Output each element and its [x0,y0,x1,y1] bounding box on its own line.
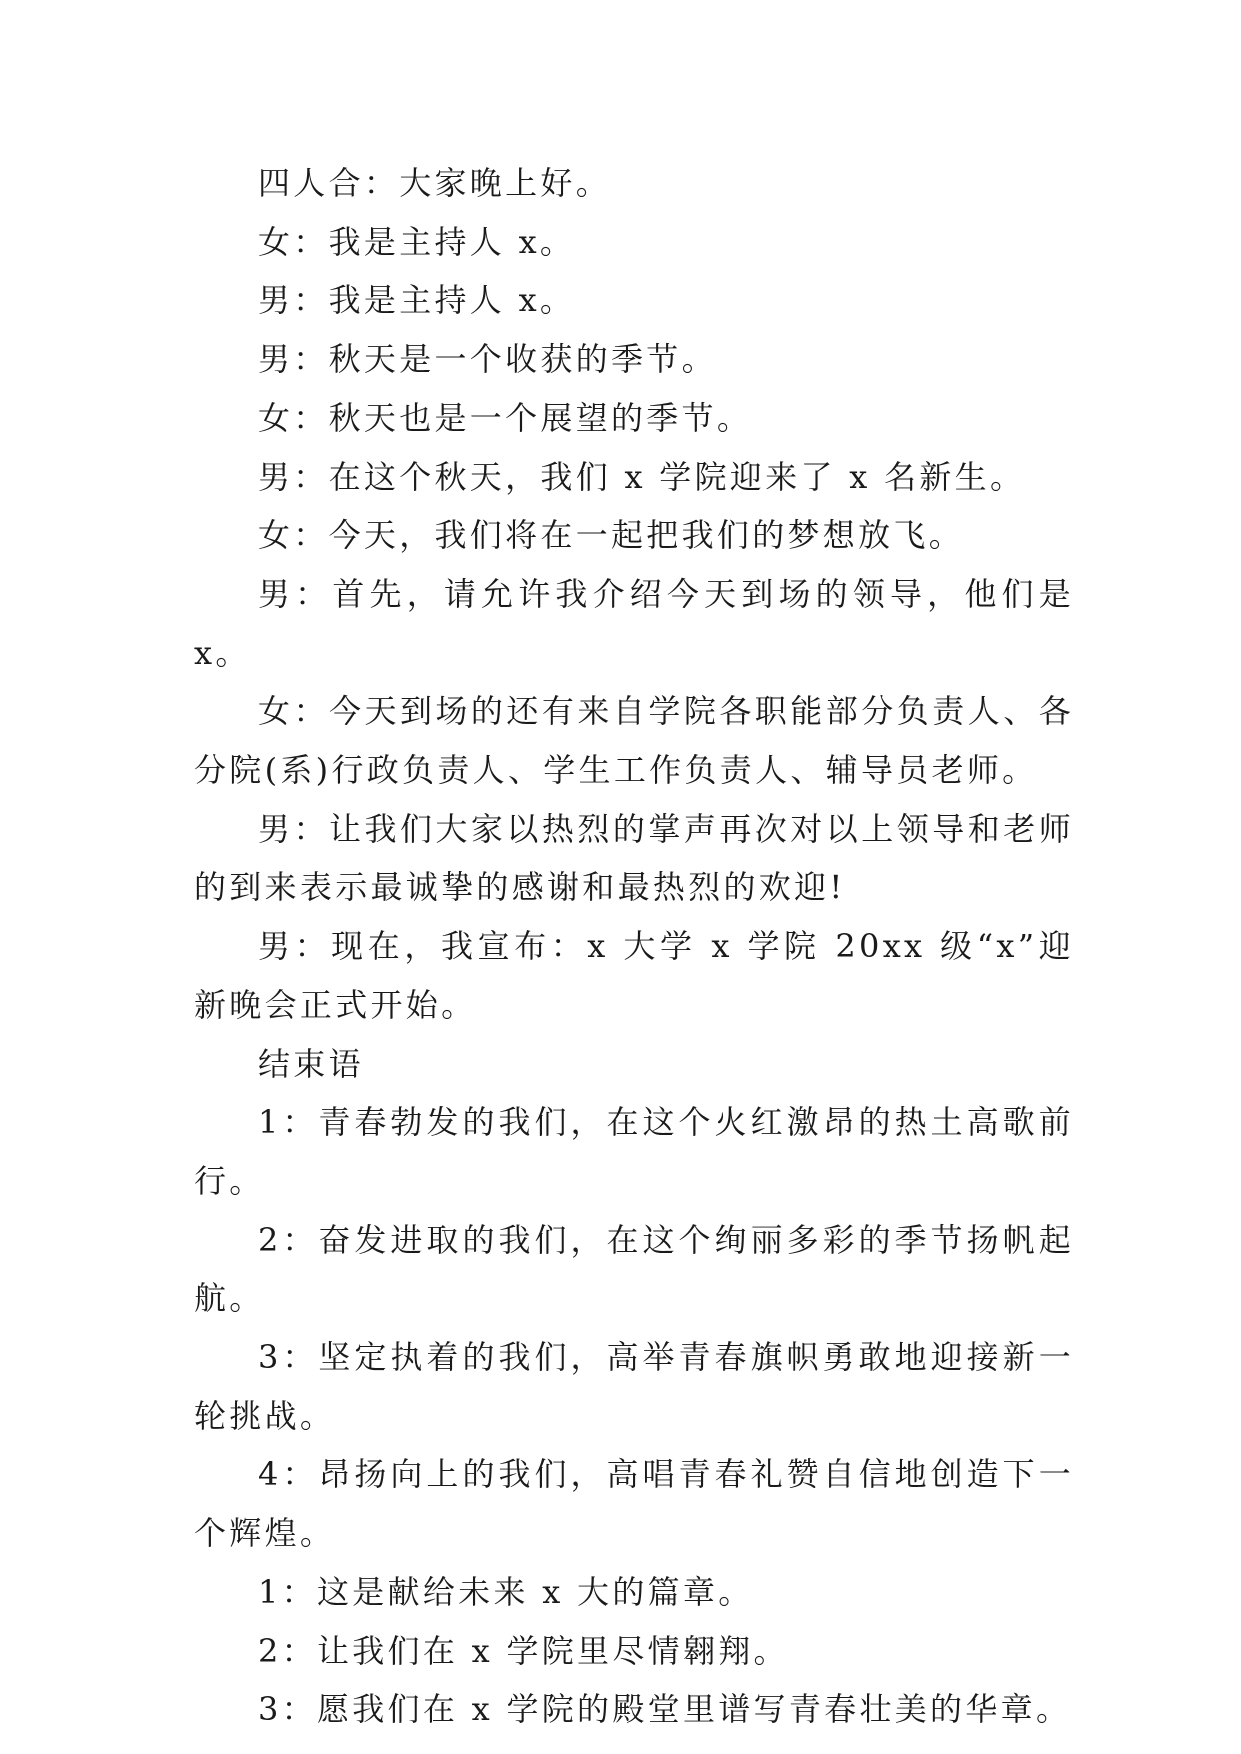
paragraph-19: 3：愿我们在 x 学院的殿堂里谱写青春壮美的华章。 [258,1690,1072,1729]
paragraph-14: 2：奋发进取的我们，在这个绚丽多彩的季节扬帆起航。 [194,1220,1074,1318]
paragraph-18: 2：让我们在 x 学院里尽情翱翔。 [258,1631,789,1670]
paragraph-13: 1：青春勃发的我们，在这个火红激昂的热土高歌前行。 [194,1103,1074,1200]
paragraph-15: 3：坚定执着的我们，高举青春旗帜勇敢地迎接新一轮挑战。 [194,1338,1074,1435]
document-body [194,154,1088,1739]
paragraph-3: 男：我是主持人 x。 [258,281,576,320]
paragraph-2: 女：我是主持人 x。 [258,222,576,261]
paragraph-1: 四人合：大家晚上好。 [258,164,612,202]
paragraph-9: 女：今天到场的还有来自学院各职能部分负责人、各分院(系)行政负责人、学生工作负责人、辅导员老师。 [194,692,1074,790]
paragraph-5: 女：秋天也是一个展望的季节。 [258,398,753,437]
paragraph-10: 男：让我们大家以热烈的掌声再次对以上领导和老师的到来表示最诚挚的感谢和最热烈的欢迎! [194,809,1074,907]
paragraph-8: 男：首先，请允许我介绍今天到场的领导，他们是 x。 [194,574,1088,672]
paragraph-4: 男：秋天是一个收获的季节。 [258,340,717,379]
section-heading-closing: 结束语 [258,1044,364,1083]
paragraph-17: 1：这是献给未来 x 大的篇章。 [258,1572,754,1611]
paragraph-6: 男：在这个秋天，我们 x 学院迎来了 x 名新生。 [258,457,1026,496]
paragraph-16: 4：昂扬向上的我们，高唱青春礼赞自信地创造下一个辉煌。 [194,1455,1074,1553]
paragraph-11: 男：现在，我宣布：x 大学 x 学院 20xx 级“x”迎新晚会正式开始。 [194,927,1074,1024]
paragraph-7: 女：今天，我们将在一起把我们的梦想放飞。 [258,516,965,555]
